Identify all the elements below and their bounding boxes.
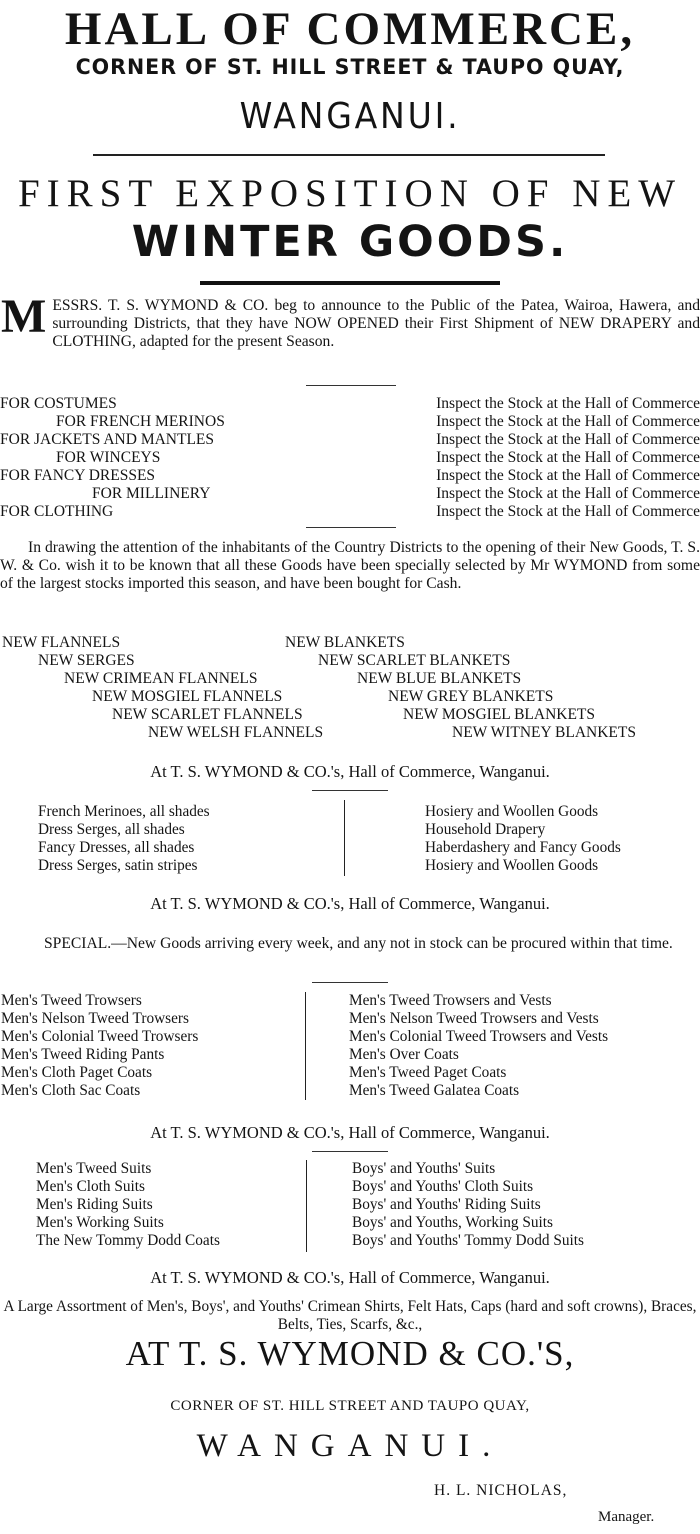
intro-text: ESSRS. T. S. WYMOND & CO. beg to announce to the Public of the Patea, Wairoa, Hawera, and surrounding Districts, that they have NOW OPENED their First Shipment of NEW DRAPERY and CLOTHING, adapted for the present Season. (52, 297, 700, 350)
clothing-item: Men's Riding Suits (36, 1196, 153, 1213)
inspect-row (0, 467, 700, 485)
inspect-row (0, 413, 700, 431)
inspect-item: FOR MILLINERY (92, 485, 211, 502)
districts-text: In drawing the attention of the inhabitants of the Country Districts to the opening of their New Goods, T. S. W. & Co. wish it to be known that all these Goods have been specially selected by Mr WYMOND from some of the largest stocks imported this season, and have been bought for Cash. (0, 539, 700, 592)
clothing-item: Men's Working Suits (36, 1214, 164, 1231)
flannel-item: NEW MOSGIEL FLANNELS (92, 688, 283, 705)
inspect-row (0, 485, 700, 503)
inspect-item: FOR CLOTHING (0, 503, 114, 520)
clothing-item: Men's Tweed Riding Pants (1, 1046, 165, 1063)
blanket-item: NEW WITNEY BLANKETS (452, 724, 636, 741)
hall-of-commerce-line: At T. S. WYMOND & CO.'s, Hall of Commerce, Wanganui. (150, 762, 550, 781)
goods-left-column (38, 803, 210, 875)
goods-item: Haberdashery and Fancy Goods (425, 839, 621, 856)
special-label: SPECIAL. (44, 935, 112, 952)
separator (312, 982, 388, 983)
goods-item: Dress Serges, satin stripes (38, 857, 198, 874)
exposition-heading: FIRST EXPOSITION OF NEW (17, 172, 683, 215)
footer-heading: AT T. S. WYMOND & CO.'S, (125, 1334, 575, 1373)
clothing-item: Men's Cloth Paget Coats (1, 1064, 153, 1081)
goods-item: Dress Serges, all shades (38, 821, 185, 838)
inspect-row (0, 431, 700, 449)
flannel-item: NEW SCARLET FLANNELS (112, 706, 303, 723)
clothing-item: Men's Nelson Tweed Trowsers (1, 1010, 189, 1027)
clothing-item: Men's Tweed Paget Coats (349, 1064, 507, 1081)
special-text: —New Goods arriving every week, and any not in stock can be procured within that time. (111, 935, 673, 952)
clothing-item: Boys' and Youths' Riding Suits (352, 1196, 541, 1213)
manager-title: Manager. (598, 1509, 655, 1525)
blanket-item: NEW BLUE BLANKETS (357, 670, 522, 687)
clothing-item: Men's Cloth Sac Coats (1, 1082, 141, 1099)
clothing-item: Men's Cloth Suits (36, 1178, 146, 1195)
hall-of-commerce-line: At T. S. WYMOND & CO.'s, Hall of Commerce, Wanganui. (150, 1123, 550, 1142)
special-notice (0, 935, 700, 953)
suits-right-column (352, 1160, 584, 1250)
goods-item: Hosiery and Woollen Goods (425, 857, 599, 874)
ornamental-rule (93, 152, 605, 158)
clothing-item: Boys' and Youths' Suits (352, 1160, 496, 1177)
inspect-item: FOR WINCEYS (56, 449, 161, 466)
separator (312, 790, 388, 791)
inspect-text: Inspect the Stock at the Hall of Commerce (436, 503, 700, 520)
goods-right-column (425, 803, 621, 875)
clothing-item: Men's Over Coats (349, 1046, 459, 1063)
clothing-item: Men's Tweed Galatea Coats (349, 1082, 520, 1099)
clothing-item: Men's Tweed Suits (36, 1160, 152, 1177)
town-heading: WANGANUI. (239, 96, 461, 137)
separator (306, 527, 396, 528)
hall-of-commerce-line: At T. S. WYMOND & CO.'s, Hall of Commerce, Wanganui. (150, 1268, 550, 1287)
inspect-text: Inspect the Stock at the Hall of Commerce (436, 413, 700, 430)
column-divider (305, 992, 306, 1100)
inspect-row (0, 503, 700, 521)
inspect-item: FOR FRENCH MERINOS (56, 413, 225, 430)
address-line: CORNER OF ST. HILL STREET & TAUPO QUAY, (75, 55, 625, 79)
footer-town: WANGANUI. (196, 1428, 504, 1464)
separator (306, 385, 396, 386)
blanket-item: NEW SCARLET BLANKETS (318, 652, 511, 669)
flannel-item: NEW FLANNELS (2, 634, 121, 651)
intro-paragraph (0, 290, 700, 351)
separator (312, 1151, 388, 1152)
inspect-row (0, 449, 700, 467)
blanket-item: NEW GREY BLANKETS (388, 688, 554, 705)
thick-rule (200, 281, 500, 285)
inspect-text: Inspect the Stock at the Hall of Commerce (436, 449, 700, 466)
inspect-item: FOR JACKETS AND MANTLES (0, 431, 215, 448)
inspect-item: FOR FANCY DRESSES (0, 467, 156, 484)
inspect-item: FOR COSTUMES (0, 395, 117, 412)
flannel-item: NEW WELSH FLANNELS (148, 724, 324, 741)
clothing-item: Men's Colonial Tweed Trowsers and Vests (349, 1028, 609, 1045)
flannel-item: NEW CRIMEAN FLANNELS (64, 670, 258, 687)
clothing-item: Boys' and Youths' Cloth Suits (352, 1178, 534, 1195)
footer-corner-line: CORNER OF ST. HILL STREET AND TAUPO QUAY, (170, 1398, 530, 1414)
clothing-item: The New Tommy Dodd Coats (36, 1232, 220, 1249)
clothing-item: Men's Tweed Trowsers (1, 992, 142, 1009)
inspect-text: Inspect the Stock at the Hall of Commerce (436, 467, 700, 484)
goods-item: Fancy Dresses, all shades (38, 839, 195, 856)
inspect-text: Inspect the Stock at the Hall of Commerce (436, 485, 700, 502)
winter-goods-heading: WINTER GOODS. (131, 217, 569, 267)
inspect-text: Inspect the Stock at the Hall of Commerce (436, 395, 700, 412)
districts-paragraph (0, 539, 700, 593)
column-divider (344, 800, 345, 876)
suits-left-column (36, 1160, 220, 1250)
inspect-text: Inspect the Stock at the Hall of Commerce (436, 431, 700, 448)
blanket-item: NEW MOSGIEL BLANKETS (403, 706, 596, 723)
clothing-item: Men's Tweed Trowsers and Vests (349, 992, 552, 1009)
flannel-item: NEW SERGES (38, 652, 135, 669)
large-assortment-notice: A Large Assortment of Men's, Boys', and Youths' Crimean Shirts, Felt Hats, Caps (hard and soft crowns), Braces, Belts, Ties, Scarfs, &c., (3, 1298, 697, 1333)
trowsers-right-column (349, 992, 608, 1100)
clothing-item: Men's Nelson Tweed Trowsers and Vests (349, 1010, 599, 1027)
hall-title: HALL OF COMMERCE, (64, 3, 636, 55)
manager-signature: H. L. NICHOLAS, (434, 1482, 568, 1499)
inspect-row (0, 395, 700, 413)
clothing-item: Men's Colonial Tweed Trowsers (1, 1028, 199, 1045)
blanket-item: NEW BLANKETS (285, 634, 405, 651)
clothing-item: Boys' and Youths, Working Suits (352, 1214, 553, 1231)
drop-cap: M (1, 290, 47, 343)
clothing-item: Boys' and Youths' Tommy Dodd Suits (352, 1232, 584, 1249)
goods-item: Hosiery and Woollen Goods (425, 803, 599, 820)
column-divider (306, 1160, 307, 1252)
goods-item: French Merinoes, all shades (38, 803, 210, 820)
trowsers-left-column (1, 992, 198, 1100)
goods-item: Household Drapery (425, 821, 546, 838)
hall-of-commerce-line: At T. S. WYMOND & CO.'s, Hall of Commerce, Wanganui. (150, 894, 550, 913)
